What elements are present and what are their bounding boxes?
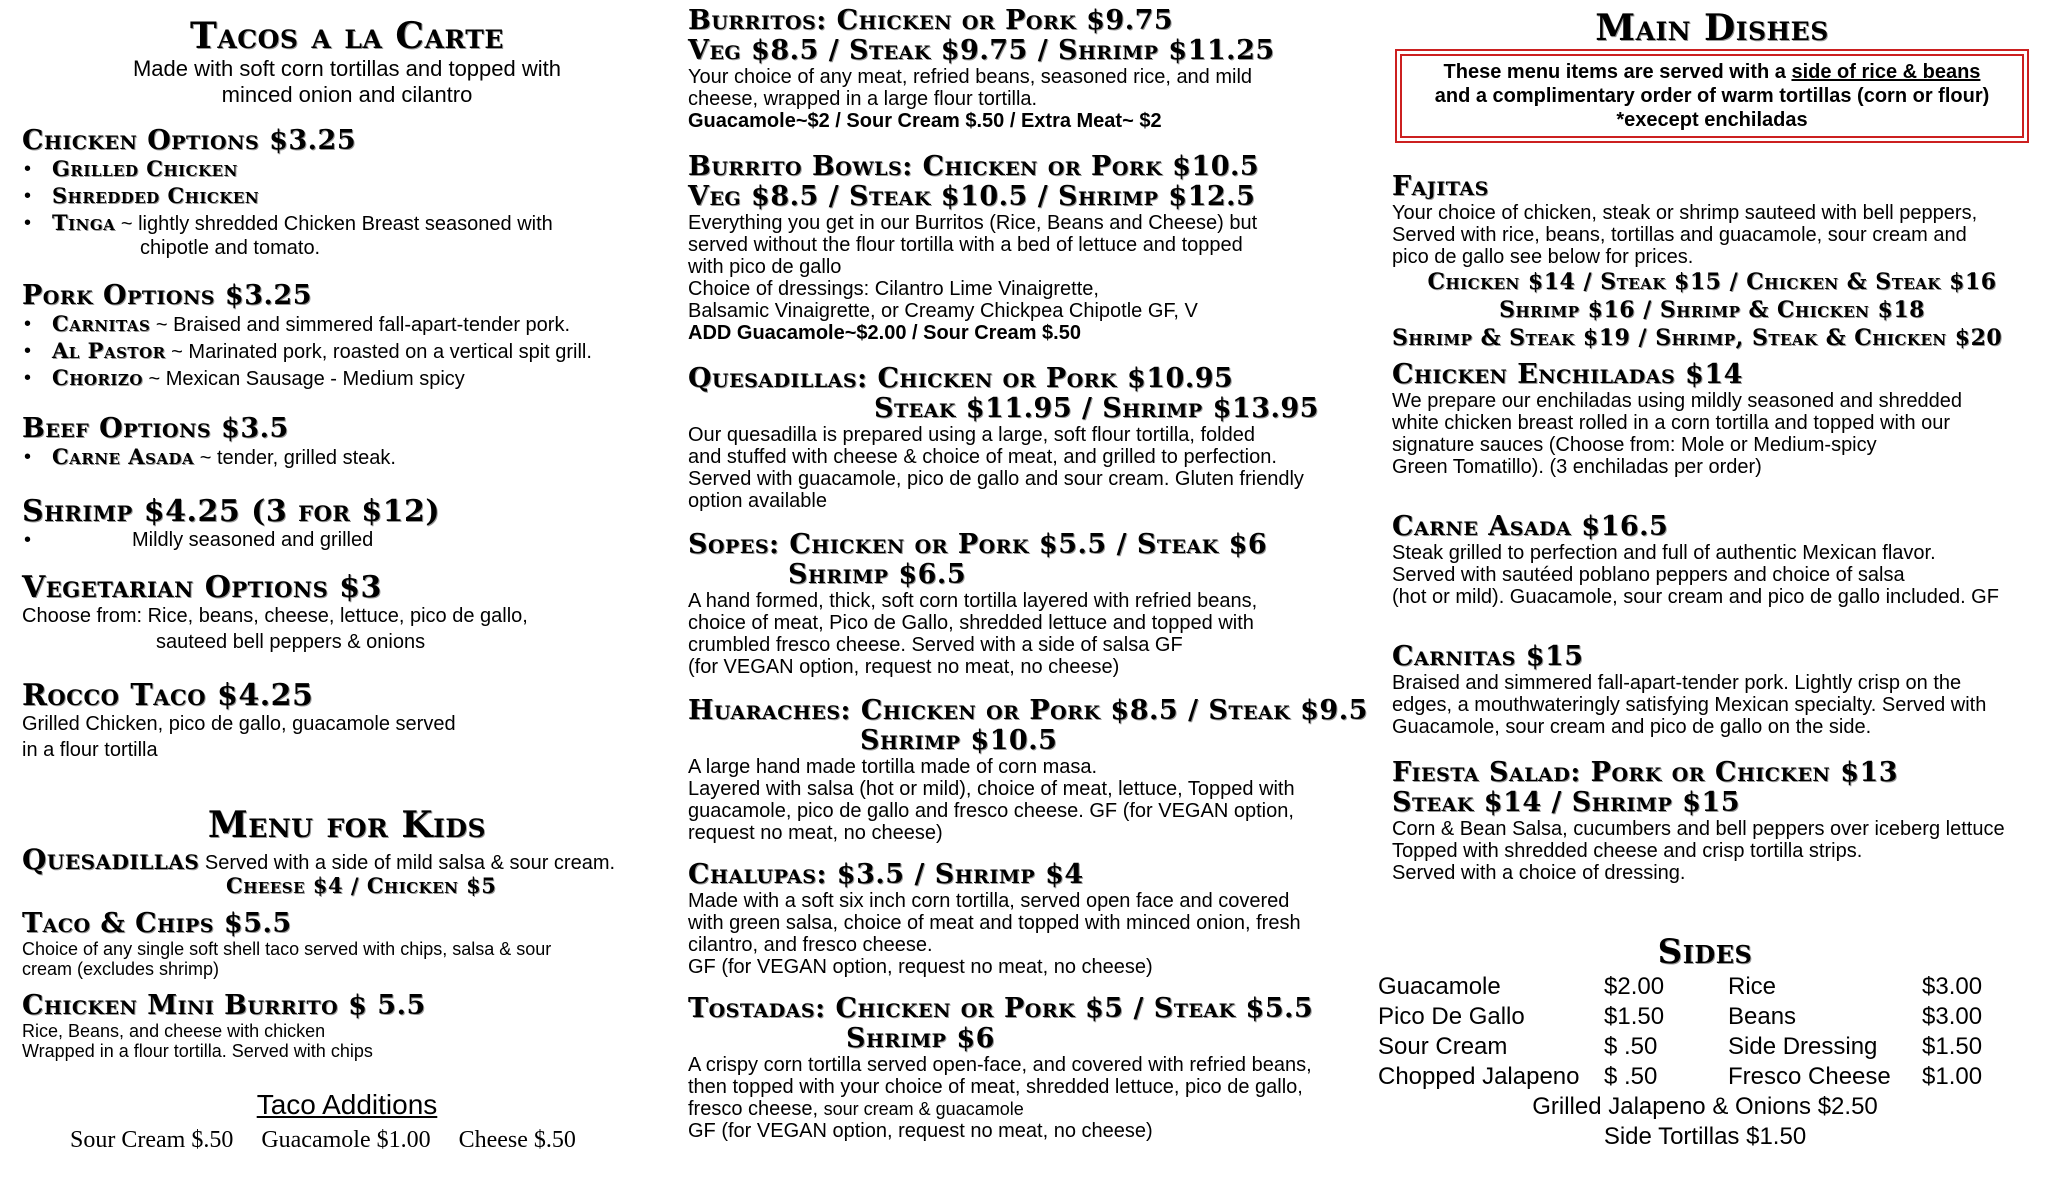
burritos-section [688, 6, 1378, 132]
kids-quesadillas: Quesadillas Served with a side of mild salsa & sour cream. Cheese $4 / Chicken $5 [22, 845, 672, 897]
tostadas-heading-2: Shrimp $6 [846, 1023, 995, 1054]
salad-heading-1: Fiesta Salad: Pork or Chicken $13 [1392, 757, 1899, 788]
tacos-subtitle-1: Made with soft corn tortillas and topped with [132, 56, 561, 81]
sopes-desc-4: (for VEGAN option, request no meat, no cheese) [688, 656, 1120, 678]
bowls-heading-2: Veg $8.5 / Steak $10.5 / Shrimp $12.5 [688, 181, 1256, 212]
kids-taco-heading: Taco & Chips $5.5 [22, 908, 292, 939]
list-item: • Tinga ~ lightly shredded Chicken Breast seasoned with [22, 210, 672, 237]
carne-asada-desc-3: (hot or mild). Guacamole, sour cream and pico de gallo included. GF [1392, 586, 1999, 608]
list-item: Sour Cream $.50 [70, 1127, 234, 1153]
tostadas-heading-1: Tostadas: Chicken or Pork $5 / Steak $5.5 [688, 993, 1314, 1024]
rocco-taco [22, 678, 672, 763]
tacos-subtitle-2: minced onion and cilantro [221, 82, 473, 107]
chalupas-desc-2: with green salsa, choice of meat and topped with minced onion, fresh [688, 912, 1301, 934]
list-item: Cheese $.50 [458, 1127, 576, 1153]
column-main-dishes [1378, 0, 2032, 1152]
kids-mini-burrito [22, 991, 672, 1061]
sides-extra-1: Grilled Jalapeno & Onions $2.50 [1532, 1093, 1878, 1120]
quesadillas-desc-1: Our quesadilla is prepared using a large, soft flour tortilla, folded [688, 424, 1255, 446]
carne-asada-section [1392, 512, 2032, 608]
shrimp-tacos [22, 494, 672, 553]
tostadas-section [688, 994, 1378, 1142]
vegetarian-desc-1: Choose from: Rice, beans, cheese, lettuce, pico de gallo, [22, 605, 528, 627]
rocco-desc-1: Grilled Chicken, pico de gallo, guacamole served [22, 713, 456, 735]
quesadillas-desc-3: Served with guacamole, pico de gallo and sour cream. Gluten friendly [688, 468, 1304, 490]
carne-asada-heading: Carne Asada $16.5 [1392, 511, 1669, 542]
sopes-heading-1: Sopes: Chicken or Pork $5.5 / Steak $6 [688, 529, 1268, 560]
column-tacos [22, 0, 672, 1154]
fajitas-prices-1: Chicken $14 / Steak $15 / Chicken & Steak $16 [1427, 269, 1997, 295]
salad-heading-2: Steak $14 / Shrimp $15 [1392, 787, 1741, 818]
quesadillas-section [688, 364, 1378, 512]
beef-options [22, 414, 672, 471]
huaraches-desc-4: request no meat, no cheese) [688, 822, 943, 844]
chicken-options [22, 126, 672, 259]
carnitas-section [1392, 642, 2032, 738]
table-row: Pico De Gallo $1.50 Beans $3.00 [1378, 1003, 1983, 1030]
list-item: • Grilled Chicken [22, 156, 672, 183]
huaraches-heading-1: Huaraches: Chicken or Pork $8.5 / Steak $9.5 [688, 695, 1368, 726]
carne-asada-desc-1: Steak grilled to perfection and full of authentic Mexican flavor. [1392, 542, 1936, 564]
quesadillas-heading-1: Quesadillas: Chicken or Pork $10.95 [688, 363, 1234, 394]
burrito-bowls-section [688, 152, 1378, 344]
fajitas-prices-3: Shrimp & Steak $19 / Shrimp, Steak & Chicken $20 [1392, 325, 2003, 351]
salad-desc-2: Topped with shredded cheese and crisp tortilla strips. [1392, 840, 1863, 862]
carnitas-heading: Carnitas $15 [1392, 641, 1584, 672]
rice-beans-notice: These menu items are served with a side of rice & beans and a complimentary order of warm tortillas (corn or flour) *execept enchiladas [1400, 54, 2024, 138]
list-item: • Carnitas ~ Braised and simmered fall-apart-tender pork. [22, 311, 672, 338]
enchiladas-heading: Chicken Enchiladas $14 [1392, 359, 1743, 390]
burritos-heading-2: Veg $8.5 / Steak $9.75 / Shrimp $11.25 [688, 35, 1275, 66]
enchiladas-desc-4: Green Tomatillo). (3 enchiladas per order) [1392, 456, 1762, 478]
tostadas-desc-3: fresco cheese, sour cream & guacamole [688, 1098, 1024, 1120]
bowls-desc-4: Choice of dressings: Cilantro Lime Vinaigrette, [688, 278, 1099, 300]
quesadillas-heading-2: Steak $11.95 / Shrimp $13.95 [874, 393, 1319, 424]
beef-options-heading: Beef Options $3.5 [22, 413, 289, 444]
main-dishes-title: Main Dishes [1595, 7, 1829, 49]
fajitas-heading: Fajitas [1392, 171, 1489, 202]
shrimp-heading: Shrimp $4.25 (3 for $12) [22, 494, 441, 529]
sides-extra-2: Side Tortillas $1.50 [1603, 1123, 1807, 1150]
tostadas-desc-4: GF (for VEGAN option, request no meat, no cheese) [688, 1120, 1153, 1142]
huaraches-heading-2: Shrimp $10.5 [860, 725, 1058, 756]
sides-title: Sides [1657, 932, 1753, 972]
quesadillas-desc-2: and stuffed with cheese & choice of meat, and grilled to perfection. [688, 446, 1277, 468]
table-row: Chopped Jalapeno $ .50 Fresco Cheese $1.00 [1378, 1063, 1983, 1090]
tostadas-desc-2: then topped with your choice of meat, shredded lettuce, pico de gallo, [688, 1076, 1303, 1098]
kids-burrito-desc-1: Rice, Beans, and cheese with chicken [22, 1021, 326, 1041]
huaraches-desc-1: A large hand made tortilla made of corn masa. [688, 756, 1098, 778]
rocco-heading: Rocco Taco $4.25 [22, 678, 314, 713]
burritos-desc-1: Your choice of any meat, refried beans, seasoned rice, and mild [688, 66, 1253, 88]
vegetarian-heading: Vegetarian Options $3 [22, 570, 382, 605]
fajitas-prices-2: Shrimp $16 / Shrimp & Chicken $18 [1499, 297, 1925, 323]
taco-additions-list [22, 1127, 672, 1154]
sopes-heading-2: Shrimp $6.5 [788, 559, 967, 590]
chalupas-desc-3: cilantro, and fresco cheese. [688, 934, 933, 956]
chalupas-desc-4: GF (for VEGAN option, request no meat, no cheese) [688, 956, 1153, 978]
list-item: Guacamole $1.00 [261, 1127, 431, 1153]
enchiladas-desc-1: We prepare our enchiladas using mildly seasoned and shredded [1392, 390, 1962, 412]
huaraches-section [688, 696, 1378, 844]
tacos-title: Tacos a la Carte [190, 15, 504, 57]
burritos-desc-2: cheese, wrapped in a large flour tortilla. [688, 88, 1038, 110]
list-item: • Shredded Chicken [22, 183, 672, 210]
list-item: • Chorizo ~ Mexican Sausage - Medium spicy [22, 365, 672, 392]
quesadillas-desc-4: option available [688, 490, 827, 512]
fajitas-desc-1: Your choice of chicken, steak or shrimp sauteed with bell peppers, [1392, 202, 1978, 224]
table-row: Guacamole $2.00 Rice $3.00 [1378, 973, 1983, 1000]
vegetarian-desc-2: sauteed bell peppers & onions [156, 631, 426, 653]
rocco-desc-2: in a flour tortilla [22, 739, 158, 761]
column-entrees [688, 0, 1378, 1142]
sopes-desc-3: crumbled fresco cheese. Served with a side of salsa GF [688, 634, 1183, 656]
vegetarian-options [22, 570, 672, 655]
fajitas-section [1392, 172, 2032, 352]
salad-desc-1: Corn & Bean Salsa, cucumbers and bell peppers over iceberg lettuce [1392, 818, 2005, 840]
tostadas-desc-1: A crispy corn tortilla served open-face, and covered with refried beans, [688, 1054, 1312, 1076]
list-item: • Carne Asada ~ tender, grilled steak. [22, 444, 672, 471]
sides-table [1378, 972, 1986, 1092]
sopes-section [688, 530, 1378, 678]
kids-taco-desc-1: Choice of any single soft shell taco served with chips, salsa & sour [22, 939, 552, 959]
sides-section [1378, 932, 2032, 1152]
bowls-heading-1: Burrito Bowls: Chicken or Pork $10.5 [688, 151, 1260, 182]
bowls-extras: ADD Guacamole~$2.00 / Sour Cream $.50 [688, 322, 1081, 344]
taco-additions-title: Taco Additions [256, 1089, 438, 1120]
pork-options-heading: Pork Options $3.25 [22, 280, 312, 311]
list-item: • Mildly seasoned and grilled [22, 527, 672, 553]
enchiladas-section [1392, 360, 2032, 478]
chalupas-section [688, 860, 1378, 978]
burritos-heading-1: Burritos: Chicken or Pork $9.75 [688, 5, 1174, 36]
enchiladas-desc-3: signature sauces (Choose from: Mole or Medium-spicy [1392, 434, 1877, 456]
table-row: Sour Cream $ .50 Side Dressing $1.50 [1378, 1033, 1983, 1060]
salad-desc-3: Served with a choice of dressing. [1392, 862, 1686, 884]
huaraches-desc-2: Layered with salsa (hot or mild), choice of meat, lettuce, Topped with [688, 778, 1295, 800]
kids-burrito-desc-2: Wrapped in a flour tortilla. Served with chips [22, 1041, 373, 1061]
kids-burrito-heading: Chicken Mini Burrito $ 5.5 [22, 990, 426, 1021]
kids-taco-chips [22, 909, 672, 979]
fajitas-desc-2: Served with rice, beans, tortillas and guacamole, sour cream and [1392, 224, 1967, 246]
bowls-desc-3: with pico de gallo [688, 256, 842, 278]
enchiladas-desc-2: white chicken breast rolled in a corn tortilla and topped with our [1392, 412, 1951, 434]
kids-title: Menu for Kids [207, 804, 487, 846]
carnitas-desc-1: Braised and simmered fall-apart-tender pork. Lightly crisp on the [1392, 672, 1962, 694]
carne-asada-desc-2: Served with sautéed poblano peppers and choice of salsa [1392, 564, 1905, 586]
fajitas-desc-3: pico de gallo see below for prices. [1392, 246, 1694, 268]
carnitas-desc-3: Guacamole, sour cream and pico de gallo on the side. [1392, 716, 1872, 738]
chalupas-heading: Chalupas: $3.5 / Shrimp $4 [688, 859, 1084, 890]
tinga-continuation: chipotle and tomato. [140, 237, 321, 259]
chicken-options-heading: Chicken Options $3.25 [22, 125, 357, 156]
fiesta-salad-section [1392, 758, 2032, 884]
sopes-desc-1: A hand formed, thick, soft corn tortilla layered with refried beans, [688, 590, 1258, 612]
bowls-desc-2: served without the flour tortilla with a bed of lettuce and topped [688, 234, 1243, 256]
carnitas-desc-2: edges, a mouthwateringly satisfying Mexican specialty. Served with [1392, 694, 1987, 716]
chalupas-desc-1: Made with a soft six inch corn tortilla, served open face and covered [688, 890, 1290, 912]
sopes-desc-2: choice of meat, Pico de Gallo, shredded lettuce and topped with [688, 612, 1254, 634]
kids-taco-desc-2: cream (excludes shrimp) [22, 959, 220, 979]
bowls-desc-1: Everything you get in our Burritos (Rice, Beans and Cheese) but [688, 212, 1258, 234]
list-item: • Al Pastor ~ Marinated pork, roasted on a vertical spit grill. [22, 338, 672, 365]
burritos-extras: Guacamole~$2 / Sour Cream $.50 / Extra Meat~ $2 [688, 110, 1162, 132]
huaraches-desc-3: guacamole, pico de gallo and fresco cheese. GF (for VEGAN option, [688, 800, 1294, 822]
bowls-desc-5: Balsamic Vinaigrette, or Creamy Chickpea Chipotle GF, V [688, 300, 1198, 322]
kids-quesadillas-prices: Cheese $4 / Chicken $5 [226, 873, 497, 898]
pork-options [22, 281, 672, 392]
